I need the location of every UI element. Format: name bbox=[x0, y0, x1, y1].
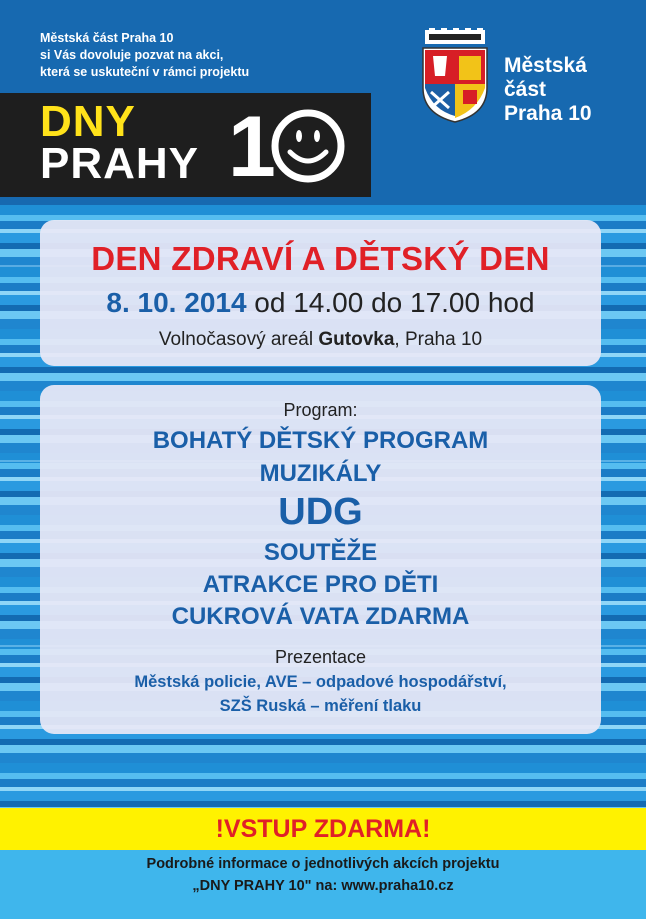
district-line: Městská bbox=[504, 54, 587, 77]
intro-line: která se uskuteční v rámci projektu bbox=[40, 65, 250, 79]
invitation-intro bbox=[40, 30, 249, 81]
logo-word-prahy: PRAHY bbox=[40, 139, 200, 188]
program-item: CUKROVÁ VATA ZDARMA bbox=[171, 603, 470, 630]
program-label: Program: bbox=[283, 400, 358, 420]
intro-line: si Vás dovoluje pozvat na akci, bbox=[40, 48, 224, 62]
district-line: část bbox=[504, 78, 547, 101]
venue-suffix: , Praha 10 bbox=[394, 329, 483, 350]
footer-link-line: „DNY PRAHY 10" na: www.praha10.cz bbox=[192, 878, 454, 894]
coat-of-arms-icon bbox=[419, 28, 491, 124]
presentation-label: Prezentace bbox=[274, 647, 367, 667]
district-name bbox=[504, 54, 592, 126]
footer-line: Podrobné informace o jednotlivých akcích projektu bbox=[146, 856, 500, 872]
event-date: 8. 10. 2014 bbox=[106, 287, 247, 318]
program-item: UDG bbox=[278, 491, 363, 533]
logo-word-dny: DNY bbox=[40, 97, 136, 146]
presentation-line: Městská policie, AVE – odpadové hospodářství, bbox=[134, 673, 507, 691]
presentation-line: SZŠ Ruská – měření tlaku bbox=[219, 697, 422, 715]
program-item: BOHATÝ DĚTSKÝ PROGRAM bbox=[152, 427, 489, 454]
intro-line: Městská část Praha 10 bbox=[40, 31, 174, 45]
program-item: ATRAKCE PRO DĚTI bbox=[202, 571, 439, 598]
event-date-line bbox=[40, 287, 601, 319]
event-panel bbox=[40, 220, 601, 366]
district-line: Praha 10 bbox=[504, 102, 592, 125]
footer bbox=[0, 850, 646, 919]
venue-prefix: Volnočasový areál bbox=[158, 329, 319, 350]
smiley-icon bbox=[270, 108, 346, 184]
event-title: DEN ZDRAVÍ A DĚTSKÝ DEN bbox=[91, 240, 550, 277]
venue-name: Gutovka bbox=[318, 329, 395, 350]
logo-digit-one: 1 bbox=[228, 99, 276, 195]
program-item: SOUTĚŽE bbox=[263, 539, 378, 566]
free-entry-banner bbox=[0, 808, 646, 850]
program-item: MUZIKÁLY bbox=[259, 460, 382, 487]
program-panel bbox=[40, 385, 601, 734]
event-venue bbox=[40, 329, 601, 351]
free-entry-text: !VSTUP ZDARMA! bbox=[215, 815, 431, 843]
event-time: od 14.00 do 17.00 hod bbox=[246, 287, 535, 318]
